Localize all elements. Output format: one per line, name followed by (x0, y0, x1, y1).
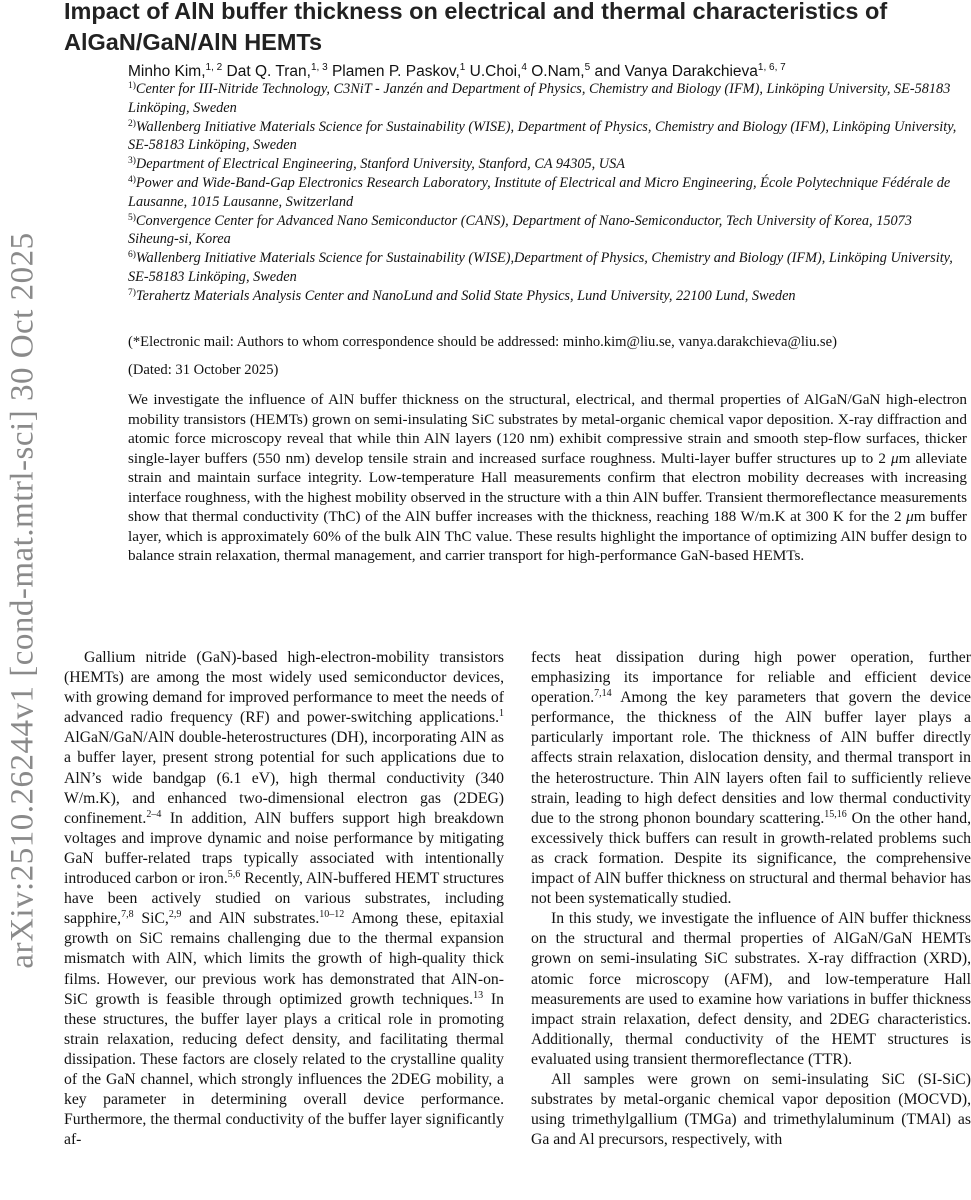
affiliation: $^{2)}$Wallenberg Initiative Materials Science for Sustainability (WISE), Department of Physics, Chemistry and Biology (IFM), Linköping University, SE-58183 Linköping, Sweden (128, 118, 957, 154)
author: Plamen P. Paskov,$^1$ (331, 62, 466, 80)
author: Minho Kim,$^{1, 2}$ (128, 62, 223, 80)
citation-ref[interactable]: 10–12 (319, 909, 345, 921)
affiliation-list (128, 80, 958, 306)
affiliation: $^{4)}$Power and Wide-Band-Gap Electronics Research Laboratory, Institute of Electrical and Micro Engineering, École Polytechnique Fédérale de Lausanne, 1015 Lausanne, Switzerland (128, 174, 951, 210)
citation-ref[interactable]: 13 (473, 989, 484, 1001)
left-column (64, 648, 504, 1150)
author: O.Nam,$^5$ (531, 62, 591, 80)
right-column (531, 648, 971, 1150)
citation-ref[interactable]: 15,16 (824, 808, 847, 820)
arxiv-sidebar-stamp (0, 0, 46, 1200)
affiliation: $^{1)}$Center for III-Nitride Technology, C3NiT - Janzén and Department of Physics, Chemistry and Biology (IFM), Linköping University, SE-58183 Linköping, Sweden (128, 81, 951, 116)
affiliation: $^{6)}$Wallenberg Initiative Materials Science for Sustainability (WISE),Department of Physics, Chemistry and Biology (IFM), Linköping University, SE-58183 Linköping, Sweden (128, 250, 953, 285)
correspondence-email: (*Electronic mail: Authors to whom correspondence should be addressed: minho.kim@liu.se, vanya.darakchieva@liu.se) (128, 334, 837, 350)
citation-ref[interactable]: 7,14 (594, 688, 612, 700)
citation-ref[interactable]: 1 (499, 708, 504, 720)
citation-ref[interactable]: 2–4 (146, 808, 162, 820)
citation-ref[interactable]: 2,9 (168, 909, 182, 921)
author: and Vanya Darakchieva$^{1, 6, 7}$ (594, 62, 786, 80)
author: Dat Q. Tran,$^{1, 3}$ (226, 62, 328, 80)
affiliation: $^{5)}$Convergence Center for Advanced Nano Semiconductor (CANS), Department of Nano-Semiconductor, Tech University of Korea, 15073 Siheung-si, Korea (128, 212, 912, 248)
body-paragraph: In this study, we investigate the influence of AlN buffer thickness on the structural and thermal properties of AlGaN/GaN HEMTs grown on semi-insulating SiC substrates. X-ray diffraction (XRD), atomic force microscopy (AFM), and low-temperature Hall measurements are used to examine how variations in buffer thickness impact strain relaxation, defect density, and 2DEG characteristics. Additionally, thermal conductivity of the HEMT structures is evaluated using transient thermoreflectance (TTR). (531, 910, 971, 1068)
arxiv-identifier: arXiv:2510.26244v1 [cond-mat.mtrl-sci] 30 Oct 2025 (4, 231, 41, 969)
body-paragraph: fects heat dissipation during high power operation, further emphasizing its importance for reliable and efficient device operation.$^{7,14}$ Among the key parameters that govern the device performance, the thickness of the AlN buffer layer plays a particularly important role. The thickness of AlN buffer directly affects strain relaxation, dislocation density, and thermal transport in the heterostructure. Thin AlN layers often fail to sufficiently relieve strain, leading to high defect densities and low thermal conductivity due to the strong phonon boundary scattering.$^{15,16}$ On the other hand, excessively thick buffers can result in growth-related problems such as crack formation. Despite its significance, the comprehensive impact of AlN buffer thickness on structural and thermal behavior has not been systematically studied. (531, 649, 971, 908)
paper-title: Impact of AlN buffer thickness on electrical and thermal characteristics of AlGaN/GaN/AlN HEMTs (64, 0, 888, 55)
author: U.Choi,$^4$ (469, 62, 527, 80)
citation-ref[interactable]: 5,6 (227, 869, 241, 881)
affiliation: $^{3)}$Department of Electrical Engineering, Stanford University, Stanford, CA 94305, USA (128, 156, 626, 173)
affiliation: $^{7)}$Terahertz Materials Analysis Center and NanoLund and Solid State Physics, Lund University, 22100 Lund, Sweden (128, 287, 796, 304)
abstract: We investigate the influence of AlN buffer thickness on the structural, electrical, and thermal properties of AlGaN/GaN high-electron mobility transistors (HEMTs) grown on semi-insulating SiC substrates by metal-organic chemical vapor deposition. X-ray diffraction and atomic force microscopy reveal that while thin AlN layers (120 nm) exhibit compressive strain and smooth step-flow surfaces, thicker single-layer buffers (550 nm) develop tensile strain and increased surface roughness. Multi-layer buffer structures up to 2 μm alleviate strain and maintain surface integrity. Low-temperature Hall measurements confirm that electron mobility decreases with increasing interface roughness, with the highest mobility observed in the structure with a thin AlN buffer. Transient thermoreflectance measurements show that thermal conductivity (ThC) of the AlN buffer increases with the thickness, reaching 188 W/m.K at 300 K for the 2 μm buffer layer, which is approximately 60% of the bulk AlN ThC value. These results highlight the importance of optimizing AlN buffer design to balance strain relaxation, thermal management, and carrier transport for high-performance GaN-based HEMTs. (128, 391, 967, 564)
body-paragraph: All samples were grown on semi-insulating SiC (SI-SiC) substrates by metal-organic chemical vapor deposition (MOCVD), using trimethylgallium (TMGa) and trimethylaluminum (TMAl) as Ga and Al precursors, respectively, with (531, 1070, 971, 1149)
date-line: (Dated: 31 October 2025) (128, 362, 279, 378)
body-paragraph: Gallium nitride (GaN)-based high-electron-mobility transistors (HEMTs) are among the most widely used semiconductor devices, with growing demand for improved performance to meet the needs of advanced radio frequency (RF) and power-switching applications.$^1$ AlGaN/GaN/AlN double-heterostructures (DH), incorporating AlN as a buffer layer, present strong potential for such applications due to AlN’s wide bandgap (6.1 eV), high thermal conductivity (340 W/m.K), and enhanced two-dimensional electron gas (2DEG) confinement.$^{2-4}$ In addition, AlN buffers support high breakdown voltages and improve dynamic and noise performance by mitigating GaN buffer-related traps typically associated with intentionally introduced carbon or iron.$^{5,6}$ Recently, AlN-buffered HEMT structures have been actively studied on various substrates, including sapphire,$^{7,8}$ SiC,$^{2,9}$ and AlN substrates.$^{10-12}$ Among these, epitaxial growth on SiC remains challenging due to the thermal expansion mismatch with AlN, which limits the growth of high-quality thick films. However, our previous work has demonstrated that AlN-on-SiC growth is feasible through optimized growth techniques.$^{13}$ In these structures, the buffer layer plays a critical role in promoting strain relaxation, reducing defect density, and facilitating thermal dissipation. These factors are closely related to the crystalline quality of the GaN channel, which strongly influences the 2DEG mobility, a key parameter in determining overall device performance. Furthermore, the thermal conductivity of the buffer layer significantly af- (64, 649, 505, 1149)
author-list (128, 62, 958, 82)
citation-ref[interactable]: 7,8 (121, 909, 134, 921)
